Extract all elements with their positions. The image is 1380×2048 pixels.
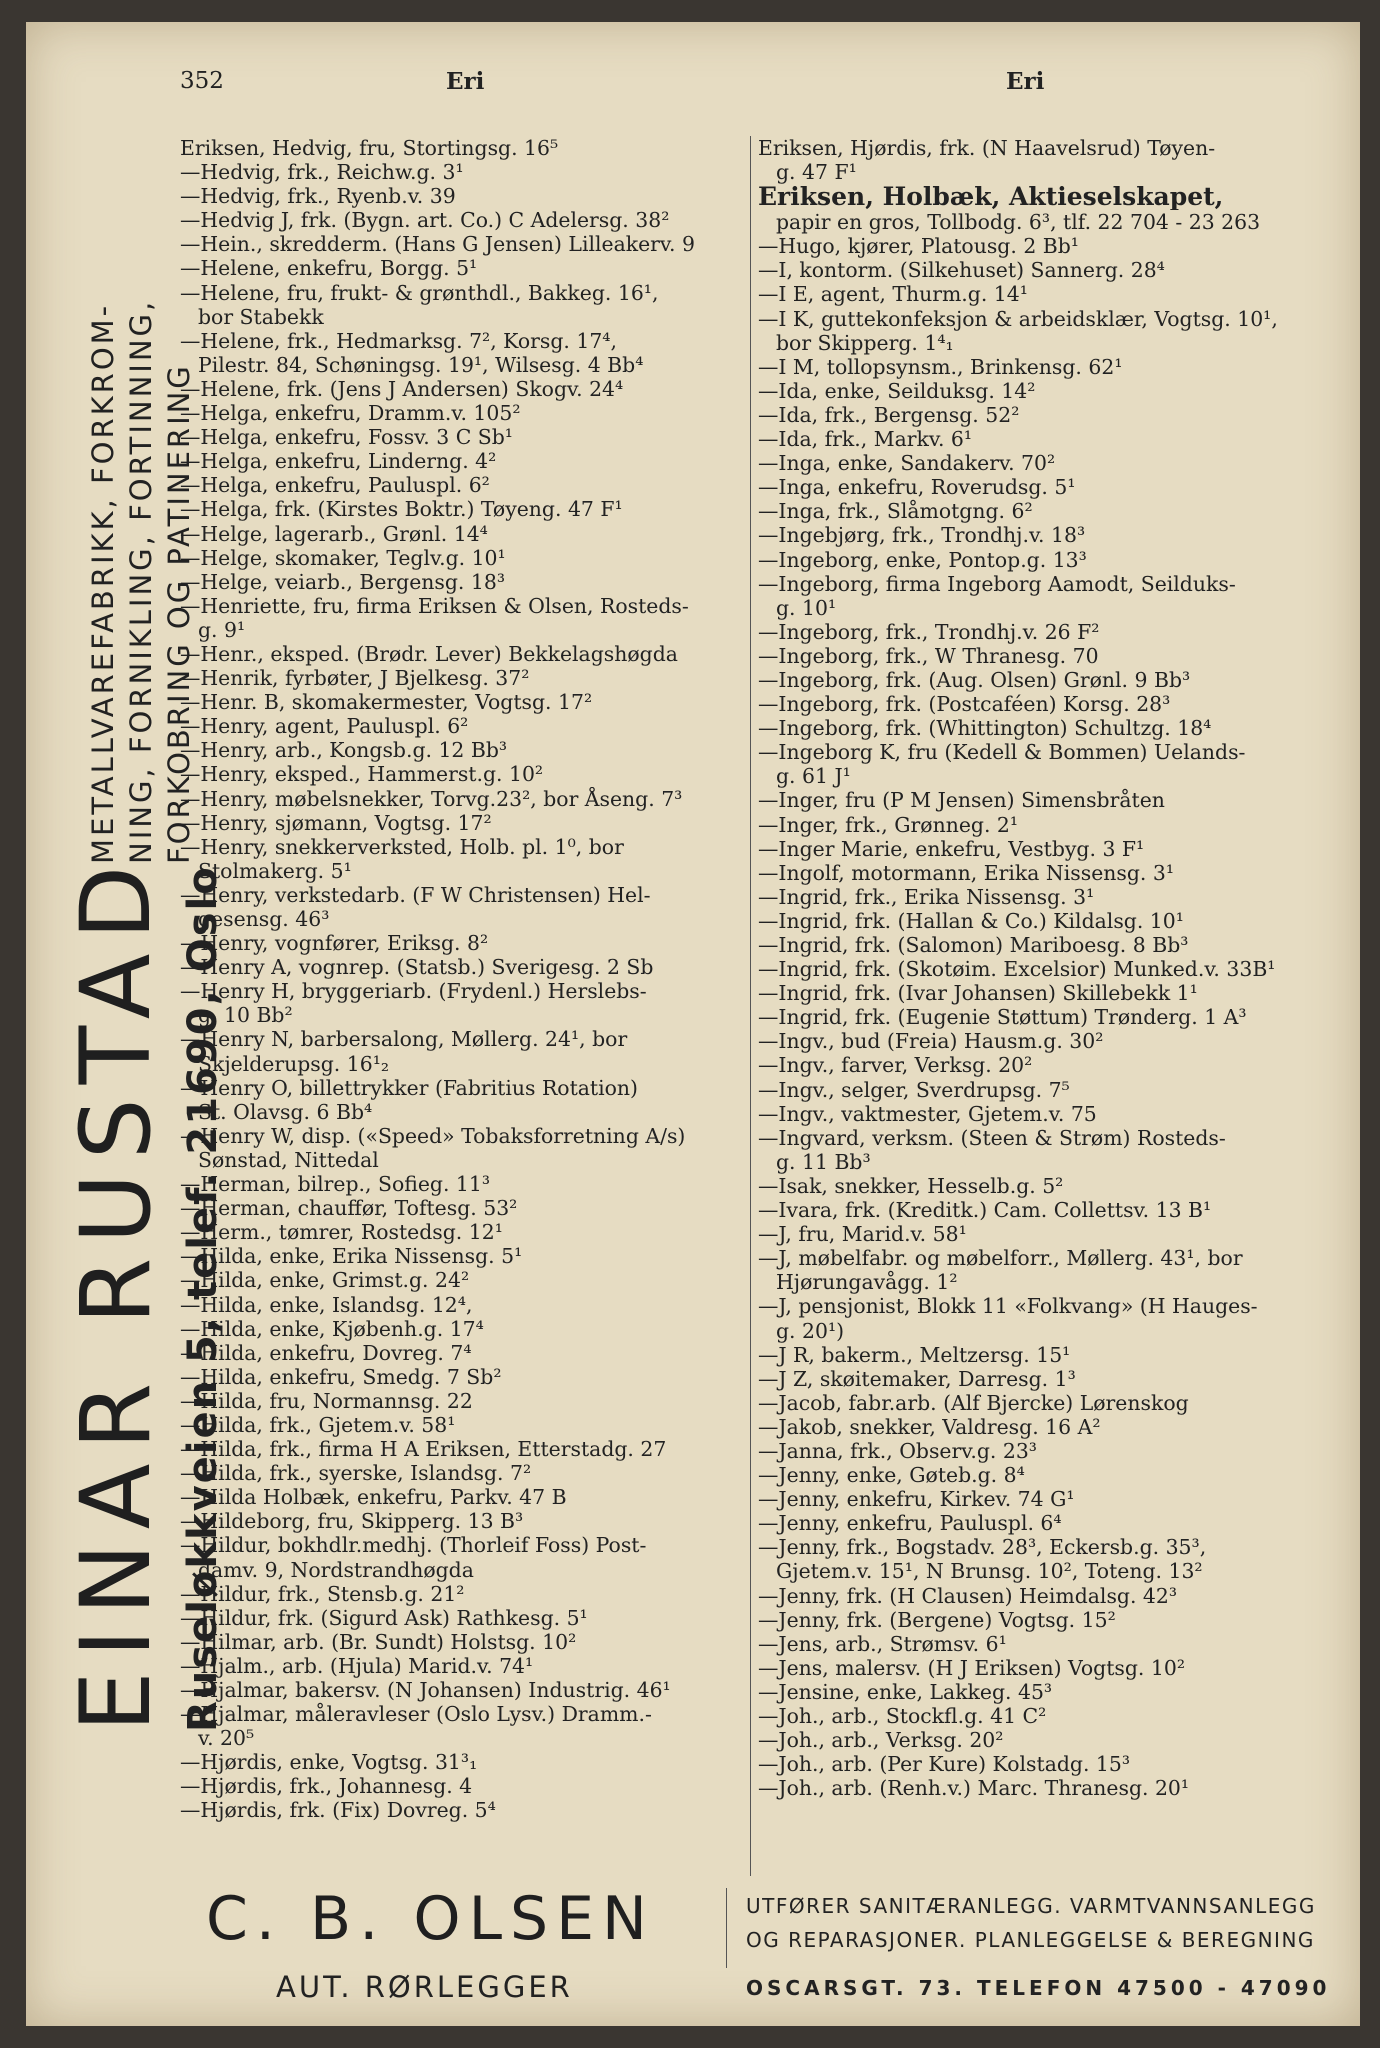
directory-entry: —Henry, sjømann, Vogtsg. 17² [180,810,492,835]
directory-entry: g. 47 F¹ [776,160,857,185]
directory-entry: g. 20¹) [776,1318,845,1343]
directory-entry: —Ingrid, frk. (Hallan & Co.) Kildalsg. 10¹ [758,908,1184,933]
directory-entry: —Hildeborg, fru, Skipperg. 13 B³ [180,1509,524,1534]
directory-entry: —Henry H, bryggeriarb. (Frydenl.) Herslebs- [180,979,647,1004]
directory-entry: —Ingeborg, frk. (Aug. Olsen) Grønl. 9 Bb³ [758,667,1191,692]
directory-entry: —Ingolf, motormann, Erika Nissensg. 3¹ [758,860,1175,885]
directory-entry: —Helene, frk. (Jens J Andersen) Skogv. 24⁴ [180,376,624,401]
directory-entry: —Jenny, frk., Bogstadv. 28³, Eckersb.g. 35³, [758,1535,1207,1560]
directory-entry: —Ingv., farver, Verksg. 20² [758,1053,1033,1078]
right-column [758,136,1354,1800]
directory-entry: —Henry, verkstedarb. (F W Christensen) Hel- [180,882,651,907]
directory-entry: —Hedvig, frk., Ryenb.v. 39 [180,184,456,209]
directory-entry: —Herm., tømrer, Rostedsg. 12¹ [180,1220,503,1245]
directory-entry: —Helge, lagerarb., Grønl. 14⁴ [180,521,488,546]
directory-entry: —Henry, møbelsnekker, Torvg.23², bor Åseng. 7³ [180,786,683,811]
directory-entry: —Henry N, barbersalong, Møllerg. 24¹, bor [180,1027,628,1052]
side-ad-tagline-line: NING, FORNIKLING, FORTINNING, [124,298,158,864]
directory-entry: —Jenny, frk. (H Clausen) Heimdalsg. 42³ [758,1583,1178,1608]
footer-ad-address: OSCARSGT. 73. TELEFON 47500 - 47090 [746,1976,1331,2000]
directory-entry: —Ingeborg, frk., W Thranesg. 70 [758,643,1099,668]
directory-entry: —Ingrid, frk. (Ivar Johansen) Skillebekk 1¹ [758,981,1198,1006]
directory-entry: —Hedvig J, frk. (Bygn. art. Co.) C Adelersg. 38² [180,208,670,233]
directory-entry: —Jenny, frk. (Bergene) Vogtsg. 15² [758,1607,1116,1632]
footer-ad-line: UTFØRER SANITÆRANLEGG. VARMTVANNSANLEGG [746,1894,1316,1918]
directory-entry: —Ingeborg, firma Ingeborg Aamodt, Seilduks- [758,571,1236,596]
directory-entry: —Henr. B, skomakermester, Vogtsg. 17² [180,690,593,715]
directory-entry: —Jenny, enkefru, Pauluspl. 6⁴ [758,1511,1062,1536]
directory-entry: —Inger, frk., Grønneg. 2¹ [758,812,1019,837]
directory-entry: —Joh., arb., Stockfl.g. 41 C² [758,1704,1047,1728]
directory-entry: —Hjalm., arb. (Hjula) Marid.v. 74¹ [180,1653,534,1678]
directory-entry: —Hilmar, arb. (Br. Sundt) Holstsg. 10² [180,1629,577,1654]
directory-entry: —Henry, agent, Pauluspl. 6² [180,714,469,739]
left-keyword: Eri [446,68,485,95]
directory-entry: —Hedvig, frk., Reichw.g. 3¹ [180,160,464,185]
directory-entry: —Helene, enkefru, Borgg. 5¹ [180,256,478,281]
directory-entry: —I, kontorm. (Silkehuset) Sannerg. 28⁴ [758,258,1165,283]
directory-entry: —J, møbelfabr. og møbelforr., Møllerg. 43¹, bor [758,1246,1243,1271]
footer-ad-line: OG REPARASJONER. PLANLEGGELSE & BEREGNING [746,1928,1315,1952]
directory-entry: g. 9¹ [198,617,246,642]
directory-entry: —Joh., arb., Verksg. 20² [758,1728,1004,1753]
directory-entry: —I M, tollopsynsm., Brinkensg. 62¹ [758,354,1123,379]
directory-entry: Pilestr. 84, Schøningsg. 19¹, Wilsesg. 4 Bb⁴ [198,352,644,377]
directory-entry: —Jens, arb., Strømsv. 6¹ [758,1631,1007,1656]
directory-entry: —Ingrid, frk. (Salomon) Mariboesg. 8 Bb³ [758,933,1189,957]
directory-entry: —Helga, frk. (Kirstes Boktr.) Tøyeng. 47 F¹ [180,497,623,522]
directory-entry: —Helge, skomaker, Teglv.g. 10¹ [180,545,506,570]
directory-entry: —I E, agent, Thurm.g. 14¹ [758,282,1028,307]
directory-entry: —Henry A, vognrep. (Statsb.) Sverigesg. 2 Sb [180,955,654,980]
directory-entry: —Henry O, billettrykker (Fabritius Rotation) [180,1075,639,1100]
directory-entry: —Hjørdis, frk. (Fix) Dovreg. 5⁴ [180,1798,496,1823]
directory-entry: Stolmakerg. 5¹ [198,858,352,883]
directory-entry: —Hilda, frk., Gjetem.v. 58¹ [180,1412,456,1437]
directory-entry: —Joh., arb. (Per Kure) Kolstadg. 15³ [758,1752,1131,1777]
directory-entry: —Henry, vognfører, Eriksg. 8² [180,931,489,956]
directory-entry: Eriksen, Hjørdis, frk. (N Haavelsrud) Tøyen- [758,136,1216,160]
directory-entry: —Hilda Holbæk, enkefru, Parkv. 47 B [180,1485,567,1510]
directory-entry: —Hilda, enke, Grimst.g. 24² [180,1268,470,1293]
directory-entry: g. 11 Bb³ [776,1149,871,1174]
directory-entry: —Helga, enkefru, Fossv. 3 C Sb¹ [180,425,513,450]
directory-entry: —Hilda, fru, Normannsg. 22 [180,1388,473,1413]
left-column [180,136,740,1823]
directory-entry: —Jenny, enkefru, Kirkev. 74 G¹ [758,1487,1075,1512]
directory-entry: —Hildur, bokhdlr.medhj. (Thorleif Foss) Post- [180,1533,647,1558]
directory-entry: —Hugo, kjører, Platousg. 2 Bb¹ [758,234,1079,259]
directory-entry: Eriksen, Hedvig, fru, Stortingsg. 16⁵ [180,136,559,160]
directory-entry: —Ingrid, frk. (Eugenie Støttum) Trønderg. 1 A³ [758,1005,1247,1030]
side-ad-name: EINAR RUSTAD [60,851,172,1732]
directory-entry: —Jensine, enke, Lakkeg. 45³ [758,1679,1053,1704]
directory-entry: —J R, bakerm., Meltzersg. 15¹ [758,1342,1071,1367]
directory-entry: —Inger, fru (P M Jensen) Simensbråten [758,788,1165,813]
directory-entry: —Henr., eksped. (Brødr. Lever) Bekkelagshøgda [180,641,678,666]
directory-entry: —Henriette, fru, firma Eriksen & Olsen, Rosteds- [180,593,689,618]
footer-ad-subtitle: AUT. RØRLEGGER [276,1970,573,2004]
directory-entry: —Hilda, enke, Erika Nissensg. 5¹ [180,1244,523,1269]
directory-entry: —Janna, frk., Observ.g. 23³ [758,1438,1037,1463]
directory-entry: —Hjørdis, frk., Johannesg. 4 [180,1774,473,1799]
directory-entry: —Ingvard, verksm. (Steen & Strøm) Rosteds- [758,1125,1226,1150]
directory-entry: g. 10¹ [776,595,837,620]
directory-entry: —J Z, skøitemaker, Darresg. 1³ [758,1366,1076,1391]
directory-entry: —Ingeborg, frk. (Whittington) Schultzg. 18⁴ [758,716,1212,741]
directory-entry: —Isak, snekker, Hesselb.g. 5² [758,1173,1064,1198]
directory-entry: —Ida, enke, Seilduksg. 14² [758,378,1036,403]
directory-entry: gesensg. 46³ [198,907,330,931]
directory-entry: —Jenny, enke, Gøteb.g. 8⁴ [758,1463,1025,1488]
directory-entry: —Joh., arb. (Renh.v.) Marc. Thranesg. 20¹ [758,1776,1190,1801]
directory-entry: —Jens, malersv. (H J Eriksen) Vogtsg. 10² [758,1655,1186,1680]
directory-entry: —Hjalmar, bakersv. (N Johansen) Industrig. 46¹ [180,1678,671,1702]
page-number: 352 [180,68,224,94]
side-ad-address: Ruseløkkveien 5, telef. 21690, Oslo [180,865,226,1732]
footer-advertisement [206,1880,1366,2020]
directory-entry: —I K, guttekonfeksjon & arbeidsklær, Vogtsg. 10¹, [758,306,1278,331]
directory-entry: —Inga, frk., Slåmotgng. 6² [758,499,1033,524]
directory-entry: —Jacob, fabr.arb. (Alf Bjercke) Lørenskog [758,1390,1189,1415]
directory-entry: Skjelderupsg. 16¹₂ [198,1051,390,1076]
directory-entry: —Ingeborg, enke, Pontop.g. 13³ [758,547,1087,572]
directory-entry: —Hilda, enkefru, Dovreg. 7⁴ [180,1340,472,1365]
directory-entry: —Ingeborg, frk. (Postcaféen) Korsg. 28³ [758,692,1171,717]
directory-entry: —Henry W, disp. («Speed» Tobaksforretning A/s) [180,1123,686,1148]
directory-entry: —J, pensjonist, Blokk 11 «Folkvang» (H Hauges- [758,1294,1258,1319]
directory-entry: —Hilda, enkefru, Smedg. 7 Sb² [180,1364,502,1389]
directory-entry: Gjetem.v. 15¹, N Brunsg. 10², Toteng. 13² [776,1559,1203,1584]
directory-entry: —Helga, enkefru, Dramm.v. 105² [180,401,521,426]
column-divider [750,136,751,1876]
directory-entry: —Ingv., selger, Sverdrupsg. 7⁵ [758,1077,1070,1102]
directory-entry: —Ingrid, frk. (Skotøim. Excelsior) Munked.v. 33B¹ [758,957,1276,982]
directory-entry: —Inga, enkefru, Roverudsg. 5¹ [758,475,1076,500]
directory-entry: Sønstad, Nittedal [198,1147,379,1172]
directory-entry: v. 20⁵ [198,1726,255,1751]
directory-entry: —Helene, frk., Hedmarksg. 7², Korsg. 17⁴, [180,328,617,353]
directory-entry: bor Stabekk [198,304,324,329]
directory-entry: —Hilda, frk., syerske, Islandsg. 7² [180,1461,532,1486]
directory-entry: —Inga, enke, Sandakerv. 70² [758,451,1056,476]
directory-entry: —Herman, bilrep., Sofieg. 11³ [180,1172,491,1197]
footer-ad-name: C. B. OLSEN [206,1884,655,1954]
side-ad-tagline-line: FORKOBRING OG PATINERING [162,363,196,864]
directory-entry: —Hein., skredderm. (Hans G Jensen) Lilleakerv. 9 [180,232,695,257]
directory-entry: —Ivara, frk. (Kreditk.) Cam. Collettsv. 13 B¹ [758,1198,1212,1223]
directory-entry: —Jakob, snekker, Valdresg. 16 A² [758,1414,1101,1439]
directory-entry: —Helga, enkefru, Linderng. 4² [180,449,497,474]
directory-entry: —Ida, frk., Bergensg. 52² [758,402,1020,427]
directory-entry: papir en gros, Tollbodg. 6³, tlf. 22 704 - 23 263 [776,210,1261,235]
directory-entry: g. 61 J¹ [776,764,851,789]
directory-entry: —Henry, snekkerverksted, Holb. pl. 1⁰, bor [180,834,624,859]
directory-entry: —Hildur, frk., Stensb.g. 21² [180,1581,465,1606]
directory-entry: g. 10 Bb² [198,1003,293,1028]
directory-entry: —Herman, chauffør, Toftesg. 53² [180,1196,518,1221]
directory-entry: —Ingv., vaktmester, Gjetem.v. 75 [758,1101,1097,1126]
right-keyword: Eri [1006,68,1045,95]
directory-entry: —Ingeborg, frk., Trondhj.v. 26 F² [758,619,1100,644]
directory-entry: —Hjalmar, måleravleser (Oslo Lysv.) Dramm.- [180,1702,652,1727]
directory-entry: —J, fru, Marid.v. 58¹ [758,1222,967,1247]
footer-divider [726,1888,727,1968]
directory-entry: —Ida, frk., Markv. 6¹ [758,427,973,452]
directory-entry: —Ingrid, frk., Erika Nissensg. 3¹ [758,884,1095,909]
directory-entry: damv. 9, Nordstrandhøgda [198,1557,474,1582]
directory-entry: —Henrik, fyrbøter, J Bjelkesg. 37² [180,666,530,691]
directory-entry: —Hilda, enke, Islandsg. 12⁴, [180,1292,473,1317]
directory-entry: St. Olavsg. 6 Bb⁴ [198,1099,373,1124]
directory-entry: —Helene, fru, frukt- & grønthdl., Bakkeg. 16¹, [180,280,659,305]
side-ad-tagline-line: METALLVAREFABRIKK, FORKROM- [86,302,120,864]
directory-entry: —Henry, eksped., Hammerst.g. 10² [180,762,544,787]
directory-page [26,22,1360,2026]
directory-entry: —Hjørdis, enke, Vogtsg. 31³₁ [180,1750,478,1775]
directory-entry: —Hilda, frk., firma H A Eriksen, Etterstadg. 27 [180,1437,667,1462]
directory-entry: —Hildur, frk. (Sigurd Ask) Rathkesg. 5¹ [180,1605,588,1630]
directory-entry: —Ingeborg K, fru (Kedell & Bommen) Uelands- [758,740,1246,765]
directory-entry: —Ingebjørg, frk., Trondhj.v. 18³ [758,523,1086,548]
directory-entry: Hjørungavågg. 1² [776,1270,958,1295]
directory-entry: Eriksen, Holbæk, Aktieselskapet, [758,184,1224,211]
directory-entry: —Hilda, enke, Kjøbenh.g. 17⁴ [180,1316,484,1341]
directory-entry: —Henry, arb., Kongsb.g. 12 Bb³ [180,738,508,763]
directory-entry: —Inger Marie, enkefru, Vestbyg. 3 F¹ [758,836,1145,861]
directory-entry: —Ingv., bud (Freia) Hausm.g. 30² [758,1029,1104,1054]
directory-entry: bor Skipperg. 1⁴₁ [776,330,954,355]
directory-entry: —Helge, veiarb., Bergensg. 18³ [180,569,506,594]
directory-entry: —Helga, enkefru, Pauluspl. 6² [180,473,490,498]
